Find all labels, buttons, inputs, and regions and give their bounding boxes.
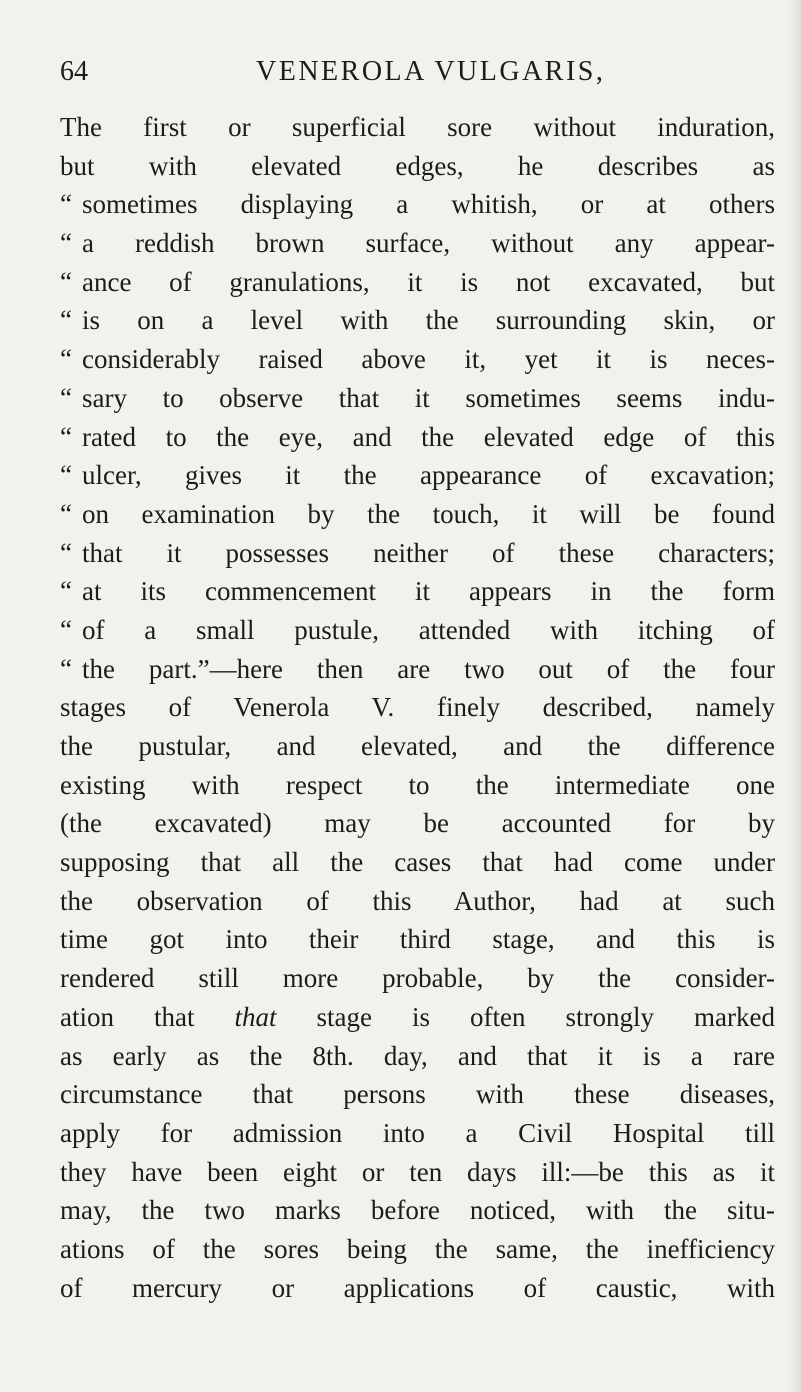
text-line [60,301,775,340]
text-line [60,959,775,998]
text-line [60,534,775,573]
quote-mark: “ [60,382,72,413]
line-text: apply for admission into a Civil Hospital till [60,1117,775,1148]
quote-mark: “ [60,614,72,645]
line-text: time got into their third stage, and this is [60,924,775,955]
running-title: VENEROLA VULGARIS, [256,56,606,87]
text-line [60,185,775,224]
quote-mark: “ [60,305,72,336]
line-text: ance of granulations, it is not excavated, but [82,266,775,297]
line-text: at its commencement it appears in the form [82,576,775,607]
text-line [60,1191,775,1230]
line-text: (the excavated) may be accounted for by [60,808,775,839]
quote-mark: “ [60,576,72,607]
line-text: the pustular, and elevated, and the difference [60,731,775,761]
text-line [60,1075,775,1114]
text-line [60,843,775,882]
text-line [60,340,775,379]
text-line [60,379,775,418]
text-line [60,456,775,495]
text-line [60,1037,775,1076]
line-text: that it possesses neither of these characters; [82,537,775,568]
text-line [60,224,775,263]
text-line [60,572,775,611]
quote-mark: “ [60,421,72,452]
line-text: the observation of this Author, had at such [60,885,775,916]
text-line [60,611,775,650]
text-line [60,108,775,147]
quote-mark: “ [60,653,72,684]
line-text: of mercury or applications of caustic, with [60,1272,775,1303]
italic-word: that [234,1001,277,1032]
text-line [60,495,775,534]
page-number: 64 [60,56,88,87]
line-text: supposing that all the cases that had come under [60,847,775,878]
quote-mark: “ [60,266,72,297]
line-text: sometimes displaying a whitish, or at others [82,189,775,220]
line-text: existing with respect to the intermediate one [60,769,775,800]
text-line [60,920,775,959]
text-line [60,688,775,727]
line-text: on examination by the touch, it will be found [82,498,775,529]
text-line [60,727,775,766]
line-text: considerably raised above it, yet it is neces- [82,344,775,375]
text-line [60,766,775,805]
text-line [60,804,775,843]
page-edge-shadow [789,0,801,1392]
line-text: stages of Venerola V. finely described, namely [60,692,775,723]
line-text: but with elevated edges, he describes as [60,150,775,181]
quote-mark: “ [60,537,72,568]
text-line [60,650,775,689]
text-line [60,1230,775,1269]
line-text: of a small pustule, attended with itching of [82,614,775,645]
text-line [60,1269,775,1308]
quote-mark: “ [60,498,72,529]
text-line [60,418,775,457]
quote-mark: “ [60,344,72,375]
quote-mark: “ [60,460,72,491]
line-text: ations of the sores being the same, the inefficiency [60,1233,775,1264]
line-text: rendered still more probable, by the consider- [60,963,775,994]
line-text: ulcer, gives it the appearance of excavation; [82,460,775,491]
text-line [60,998,775,1037]
quote-mark: “ [60,228,72,259]
page-header [60,52,700,92]
line-text: may, the two marks before noticed, with the situ- [60,1195,775,1226]
text-line [60,147,775,186]
text-line [60,263,775,302]
text-line [60,1114,775,1153]
line-text: ation that [60,1001,195,1032]
text-line [60,882,775,921]
line-text: rated to the eye, and the elevated edge of this [82,421,775,452]
line-text: is on a level with the surrounding skin, or [82,305,775,336]
line-text: the part.”—here then are two out of the four [82,653,775,684]
line-text: a reddish brown surface, without any appear- [82,228,775,259]
line-text: they have been eight or ten days ill:—be this as it [60,1156,775,1187]
line-text: circumstance that persons with these diseases, [60,1079,775,1110]
line-text: as early as the 8th. day, and that it is a rare [60,1040,775,1071]
text-line [60,1153,775,1192]
quote-mark: “ [60,189,72,220]
line-text: sary to observe that it sometimes seems indu- [82,382,775,413]
line-text-after: stage is often strongly marked [316,1001,775,1032]
line-text: The first or superficial sore without induration, [60,112,775,142]
body-text [60,108,775,1307]
